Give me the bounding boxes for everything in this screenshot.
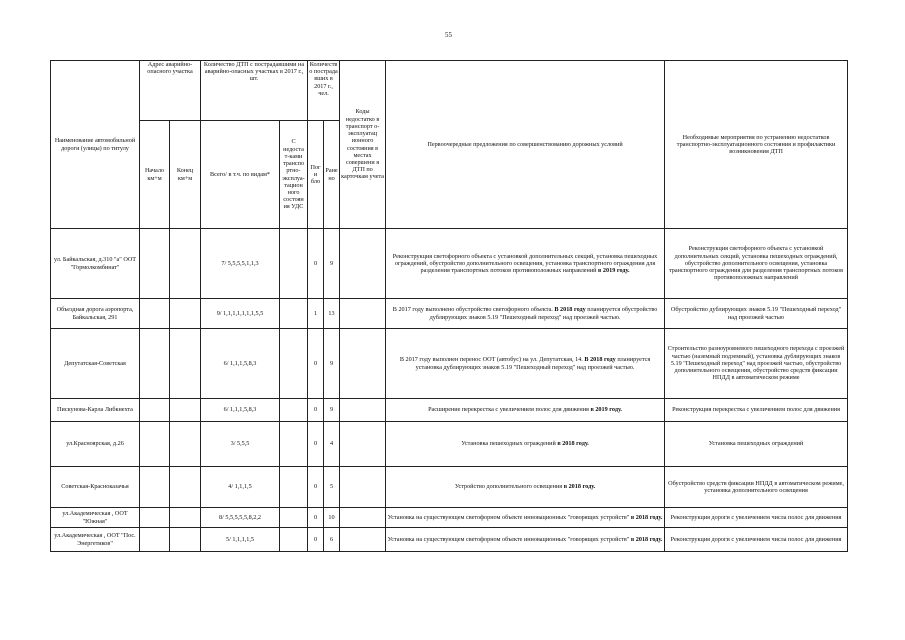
header-killed: Поги бло (308, 121, 324, 229)
row-udc (280, 399, 308, 422)
header-accident-count: Количество ДТП с пострадавшими на аварийно-опасных участках в 2017 г., шт. (201, 61, 308, 121)
proposal-text: В 2017 году выполнено обустройство светофорного объекта. (392, 306, 555, 314)
row-measure: Строительство разноуровневого пешеходного перехода с проезжей частью (наземный подземный), установка дублирующих знаков 5.19 "Пешеходный переход" над проезжей частью, обустройство дополнительного освещения, обустройство средств фиксации НПДД в автоматическом режиме (665, 329, 848, 399)
row-start (140, 528, 170, 552)
row-start (140, 508, 170, 528)
row-start (140, 399, 170, 422)
row-codes (340, 467, 386, 508)
table-header (51, 61, 848, 229)
row-injured: 9 (324, 229, 340, 299)
table-row (51, 399, 848, 422)
row-killed: 0 (308, 399, 324, 422)
proposal-text: Расширение перекрестка с увеличением полос для движения (428, 406, 591, 414)
table-row (51, 508, 848, 528)
header-measures: Необходимые мероприятия по устранению недостатков транспортно-эксплуатационного состояния и профилактики возникновения ДТП (665, 61, 848, 229)
row-injured: 10 (324, 508, 340, 528)
row-total: 4/ 1,1,1,5 (201, 467, 280, 508)
proposal-deadline: В 2018 году (584, 356, 616, 364)
row-codes (340, 329, 386, 399)
row-total: 9/ 1,1,1,1,1,1,1,5,5 (201, 299, 280, 329)
proposal-text: Устройство дополнительного освещения (454, 483, 564, 491)
row-measure: Обустройство дублирующих знаков 5.19 "Пешеходный переход" над проезжей частью (665, 299, 848, 329)
row-injured: 6 (324, 528, 340, 552)
table-row (51, 229, 848, 299)
row-killed: 0 (308, 229, 324, 299)
row-killed: 0 (308, 508, 324, 528)
row-road-name: Объездная дорога аэропорта, Байкальская, 291 (51, 299, 140, 329)
row-udc (280, 329, 308, 399)
row-end (170, 467, 201, 508)
proposal-deadline: в 2019 году. (590, 406, 622, 414)
row-proposal (386, 508, 665, 528)
row-killed: 0 (308, 528, 324, 552)
header-injured: Ране но (324, 121, 340, 229)
page-number: 55 (445, 31, 452, 39)
row-total: 7/ 5,5,5,5,1,1,3 (201, 229, 280, 299)
table-row (51, 528, 848, 552)
header-end: Конец км+м (170, 121, 201, 229)
row-codes (340, 229, 386, 299)
row-measure: Реконструкция светофорного объекта с установкой дополнительных секций, установка пешеходных ограждений, обустройство дополнительного освещения, установка транспортного ограждения для разделения транспортных потоков противоположных направлений (665, 229, 848, 299)
row-measure: Установка пешеходных ограждений (665, 422, 848, 467)
proposal-text-continued: планируется установка дублирующих знаков 5.19 "Пешеходный переход" над проезжей частью. (415, 356, 651, 371)
proposal-text: Установка на существующем светофорном объекте инновационных "говорящих устройств" (387, 535, 631, 543)
proposal-deadline: в 2018 году. (563, 483, 596, 491)
row-end (170, 329, 201, 399)
row-udc (280, 229, 308, 299)
row-total: 8/ 5,5,5,5,5,8,2,2 (201, 508, 280, 528)
row-end (170, 299, 201, 329)
row-proposal (386, 422, 665, 467)
proposal-text: В 2017 году выполнен перенос ООТ (автобус) на ул. Депутатская, 14. (399, 356, 585, 364)
row-road-name: ул.Академическая , ООТ "Южная" (51, 508, 140, 528)
row-road-name: Депутатская-Советская (51, 329, 140, 399)
table-row (51, 329, 848, 399)
header-start: Начало км+м (140, 121, 170, 229)
row-measure: Реконструкция дороги с увеличением числа полос для движения (665, 528, 848, 552)
row-killed: 0 (308, 422, 324, 467)
header-total: Всего/ в т.ч. по видам* (201, 121, 280, 229)
proposal-deadline: в 2018 году. (630, 513, 663, 521)
table-row (51, 299, 848, 329)
row-end (170, 229, 201, 299)
row-end (170, 422, 201, 467)
row-end (170, 399, 201, 422)
proposal-deadline: В 2018 году (554, 306, 586, 314)
row-proposal (386, 329, 665, 399)
row-injured: 9 (324, 329, 340, 399)
row-udc (280, 467, 308, 508)
row-road-name: ул.Красноярская, д.26 (51, 422, 140, 467)
row-injured: 4 (324, 422, 340, 467)
row-killed: 0 (308, 329, 324, 399)
header-road-name: Наименование автомобильной дороги (улицы) по титулу (51, 61, 140, 229)
row-start (140, 467, 170, 508)
row-road-name: ул.Академическая , ООТ "Пос. Энергетиков" (51, 528, 140, 552)
row-road-name: Советская-Красноказачья (51, 467, 140, 508)
header-proposals: Первоочередные предложения по совершенствованию дорожных условий (386, 61, 665, 229)
header-udc: С недоста т-ками транспо ртно-эксплуа-тацион ного состоян ия УДС (280, 121, 308, 229)
table-body (51, 229, 848, 552)
row-road-name: ул. Байкальская, д.310 "а" ООТ "Гормолкомбинат" (51, 229, 140, 299)
row-end (170, 528, 201, 552)
row-measure: Обустройство средств фиксации НПДД в автоматическом режиме, установка дополнительного освещения (665, 467, 848, 508)
row-total: 5/ 1,1,1,1,5 (201, 528, 280, 552)
row-injured: 9 (324, 399, 340, 422)
accident-sites-table (50, 60, 848, 552)
row-udc (280, 528, 308, 552)
proposal-text: Установка на существующем светофорном объекте инновационных "говорящих устройств" (387, 513, 631, 521)
row-codes (340, 528, 386, 552)
row-injured: 13 (324, 299, 340, 329)
header-victims: Количеств о пострада вших в 2017 г., чел. (308, 61, 340, 121)
row-measure: Реконструкция дороги с увеличением числа полос для движения (665, 508, 848, 528)
row-injured: 5 (324, 467, 340, 508)
row-total: 6/ 1,1,1,5,8,3 (201, 399, 280, 422)
row-start (140, 229, 170, 299)
row-proposal (386, 528, 665, 552)
proposal-deadline: в 2018 году. (557, 440, 589, 448)
proposal-deadline: в 2019 году. (598, 267, 630, 275)
proposal-text-continued: планируется обустройство дублирующих знаков 5.19 "Пешеходный переход" над проезжей частью. (429, 306, 658, 321)
header-codes: Коды недостатко в транспорт о-эксплуатац ионного состояния в местах совершени я ДТП по карточкам учета (340, 61, 386, 229)
row-start (140, 299, 170, 329)
row-proposal (386, 229, 665, 299)
row-start (140, 422, 170, 467)
table-row (51, 467, 848, 508)
row-codes (340, 299, 386, 329)
row-proposal (386, 299, 665, 329)
row-end (170, 508, 201, 528)
row-codes (340, 508, 386, 528)
row-udc (280, 299, 308, 329)
row-measure: Реконструкция перекрестка с увеличением полос для движения (665, 399, 848, 422)
header-address: Адрес аварийно-опасного участка (140, 61, 201, 121)
row-proposal (386, 467, 665, 508)
row-codes (340, 399, 386, 422)
row-total: 6/ 1,1,1,5,8,3 (201, 329, 280, 399)
proposal-deadline: в 2018 году. (630, 535, 663, 543)
row-total: 3/ 5,5,5 (201, 422, 280, 467)
row-udc (280, 508, 308, 528)
row-codes (340, 422, 386, 467)
row-proposal (386, 399, 665, 422)
row-killed: 1 (308, 299, 324, 329)
table-row (51, 422, 848, 467)
row-killed: 0 (308, 467, 324, 508)
row-road-name: Пискунова-Карла Либкнехта (51, 399, 140, 422)
row-start (140, 329, 170, 399)
proposal-text: Реконструкция светофорного объекта с установкой дополнительных секций, установка пешеходных ограждений, обустройство дополнительного освещения, установка транспортного ограждения для разделения транспортных потоков противоположных направлений (392, 252, 658, 275)
row-udc (280, 422, 308, 467)
proposal-text: Установка пешеходных ограждений (461, 440, 558, 448)
